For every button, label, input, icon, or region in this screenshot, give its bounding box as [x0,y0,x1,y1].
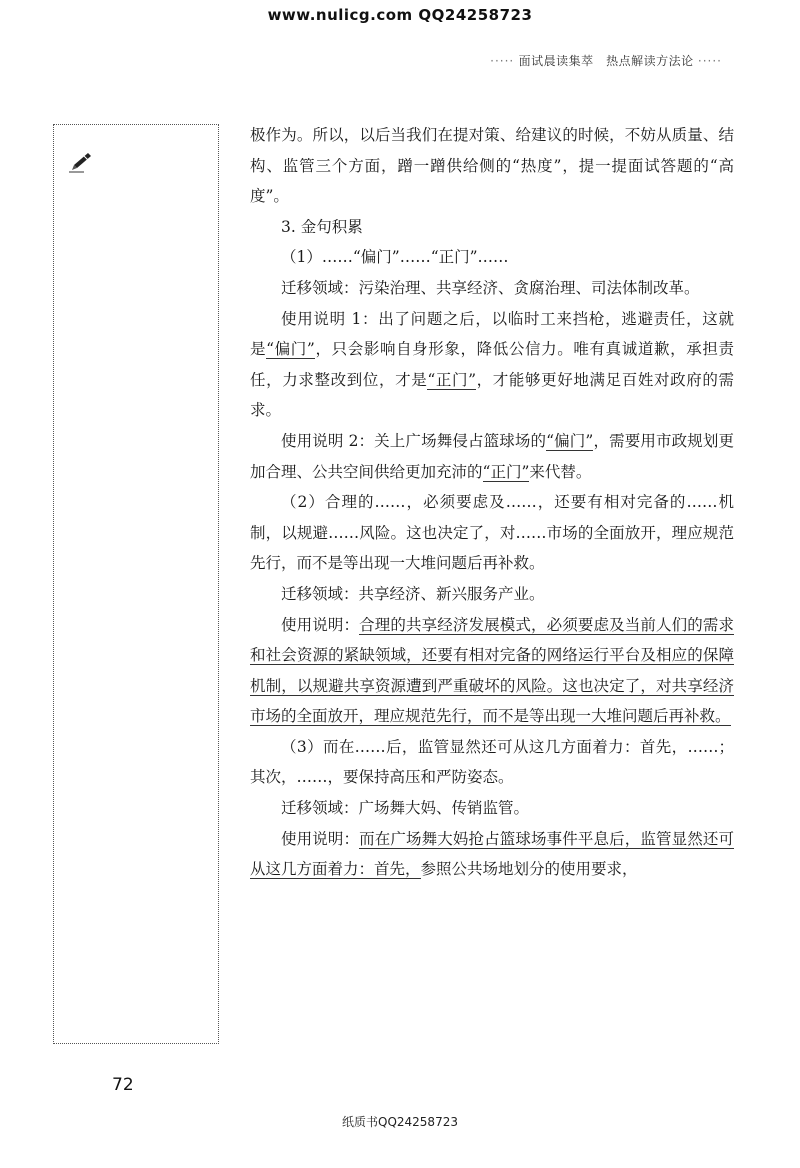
sentence-3-usage [250,824,734,885]
usage-2-text-b: ，需要用市政规划更加合理、公共空间供给更加充沛的 [250,431,734,481]
sentence-3-title: （3）而在……后，监管显然还可从这几方面着力：首先，……；其次，……，要保持高压和严防姿态。 [250,737,734,787]
usage-2-underline-1: “偏门” [546,431,594,450]
running-head [490,52,722,69]
usage-underlined-text: 合理的共享经济发展模式，必须要虑及当前人们的需求和社会资源的紧缺领域，还要有相对完备的网络运行平台及相应的保障机制，以规避共享资源遭到严重破坏的风险。这也决定了，对共享经济市场的全面放开，理应规范先行，而不是等出现一大堆问题后再补救。 [250,615,734,726]
running-head-dots-right: ····· [697,54,722,68]
sentence-3-field: 迁移领域：广场舞大妈、传销监管。 [281,799,530,818]
page-number: 72 [112,1075,134,1095]
top-watermark: www.nulicg.com QQ24258723 [267,6,533,24]
sentence-1-usage-2 [250,426,734,487]
sentence-1-field: 迁移领域：污染治理、共享经济、贪腐治理、司法体制改革。 [281,278,700,297]
usage-1-text-b: ，只会影响自身形象，降低公信力。唯有真诚道歉，承担责任，力求整改到位，才是 [250,340,734,389]
notes-margin-box [53,124,219,1044]
usage-label: 使用说明： [281,615,360,634]
sentence-1-usage-1 [250,304,734,426]
sentence-2-usage [250,610,734,732]
running-head-title: 面试晨读集萃 热点解读方法论 [518,54,694,68]
paragraph-intro: 极作为。所以，以后当我们在提对策、给建议的时候，不妨从质量、结构、监管三个方面，蹭一蹭供给侧的“热度”，提一提面试答题的“高度”。 [250,126,734,206]
usage-label: 使用说明： [281,829,360,848]
usage-2-underline-2: “正门” [482,462,530,481]
usage-1-underline-2: “正门” [427,370,477,389]
section-heading: 3. 金句积累 [281,217,363,236]
bottom-watermark: 纸质书QQ24258723 [342,1115,458,1129]
sentence-1-title: （1）……“偏门”……“正门”…… [281,248,509,267]
usage-1-underline-1: “偏门” [266,340,315,359]
sentence-2-title: （2）合理的……，必须要虑及……，还要有相对完备的……机制，以规避……风险。这也决定了，对……市场的全面放开，理应规范先行，而不是等出现一大堆问题后再补救。 [250,493,734,573]
pen-icon [66,145,96,175]
main-text [250,120,734,885]
usage-1-text-c: ，才能够更好地满足百姓对政府的需求。 [250,370,734,420]
running-head-dots-left: ····· [490,54,515,68]
usage-underlined-text: 而在广场舞大妈抢占篮球场事件平息后，监管显然还可从这几方面着力：首先， [250,829,734,879]
usage-2-text-c: 来代替。 [529,462,592,481]
sentence-2-field: 迁移领域：共享经济、新兴服务产业。 [281,584,545,603]
usage-text-tail: 参照公共场地划分的使用要求， [420,860,638,879]
usage-2-text-a: 使用说明 2：关上广场舞侵占篮球场的 [281,431,547,450]
usage-1-text-a: 使用说明 1：出了问题之后，以临时工来挡枪，逃避责任，这就是 [250,309,734,359]
